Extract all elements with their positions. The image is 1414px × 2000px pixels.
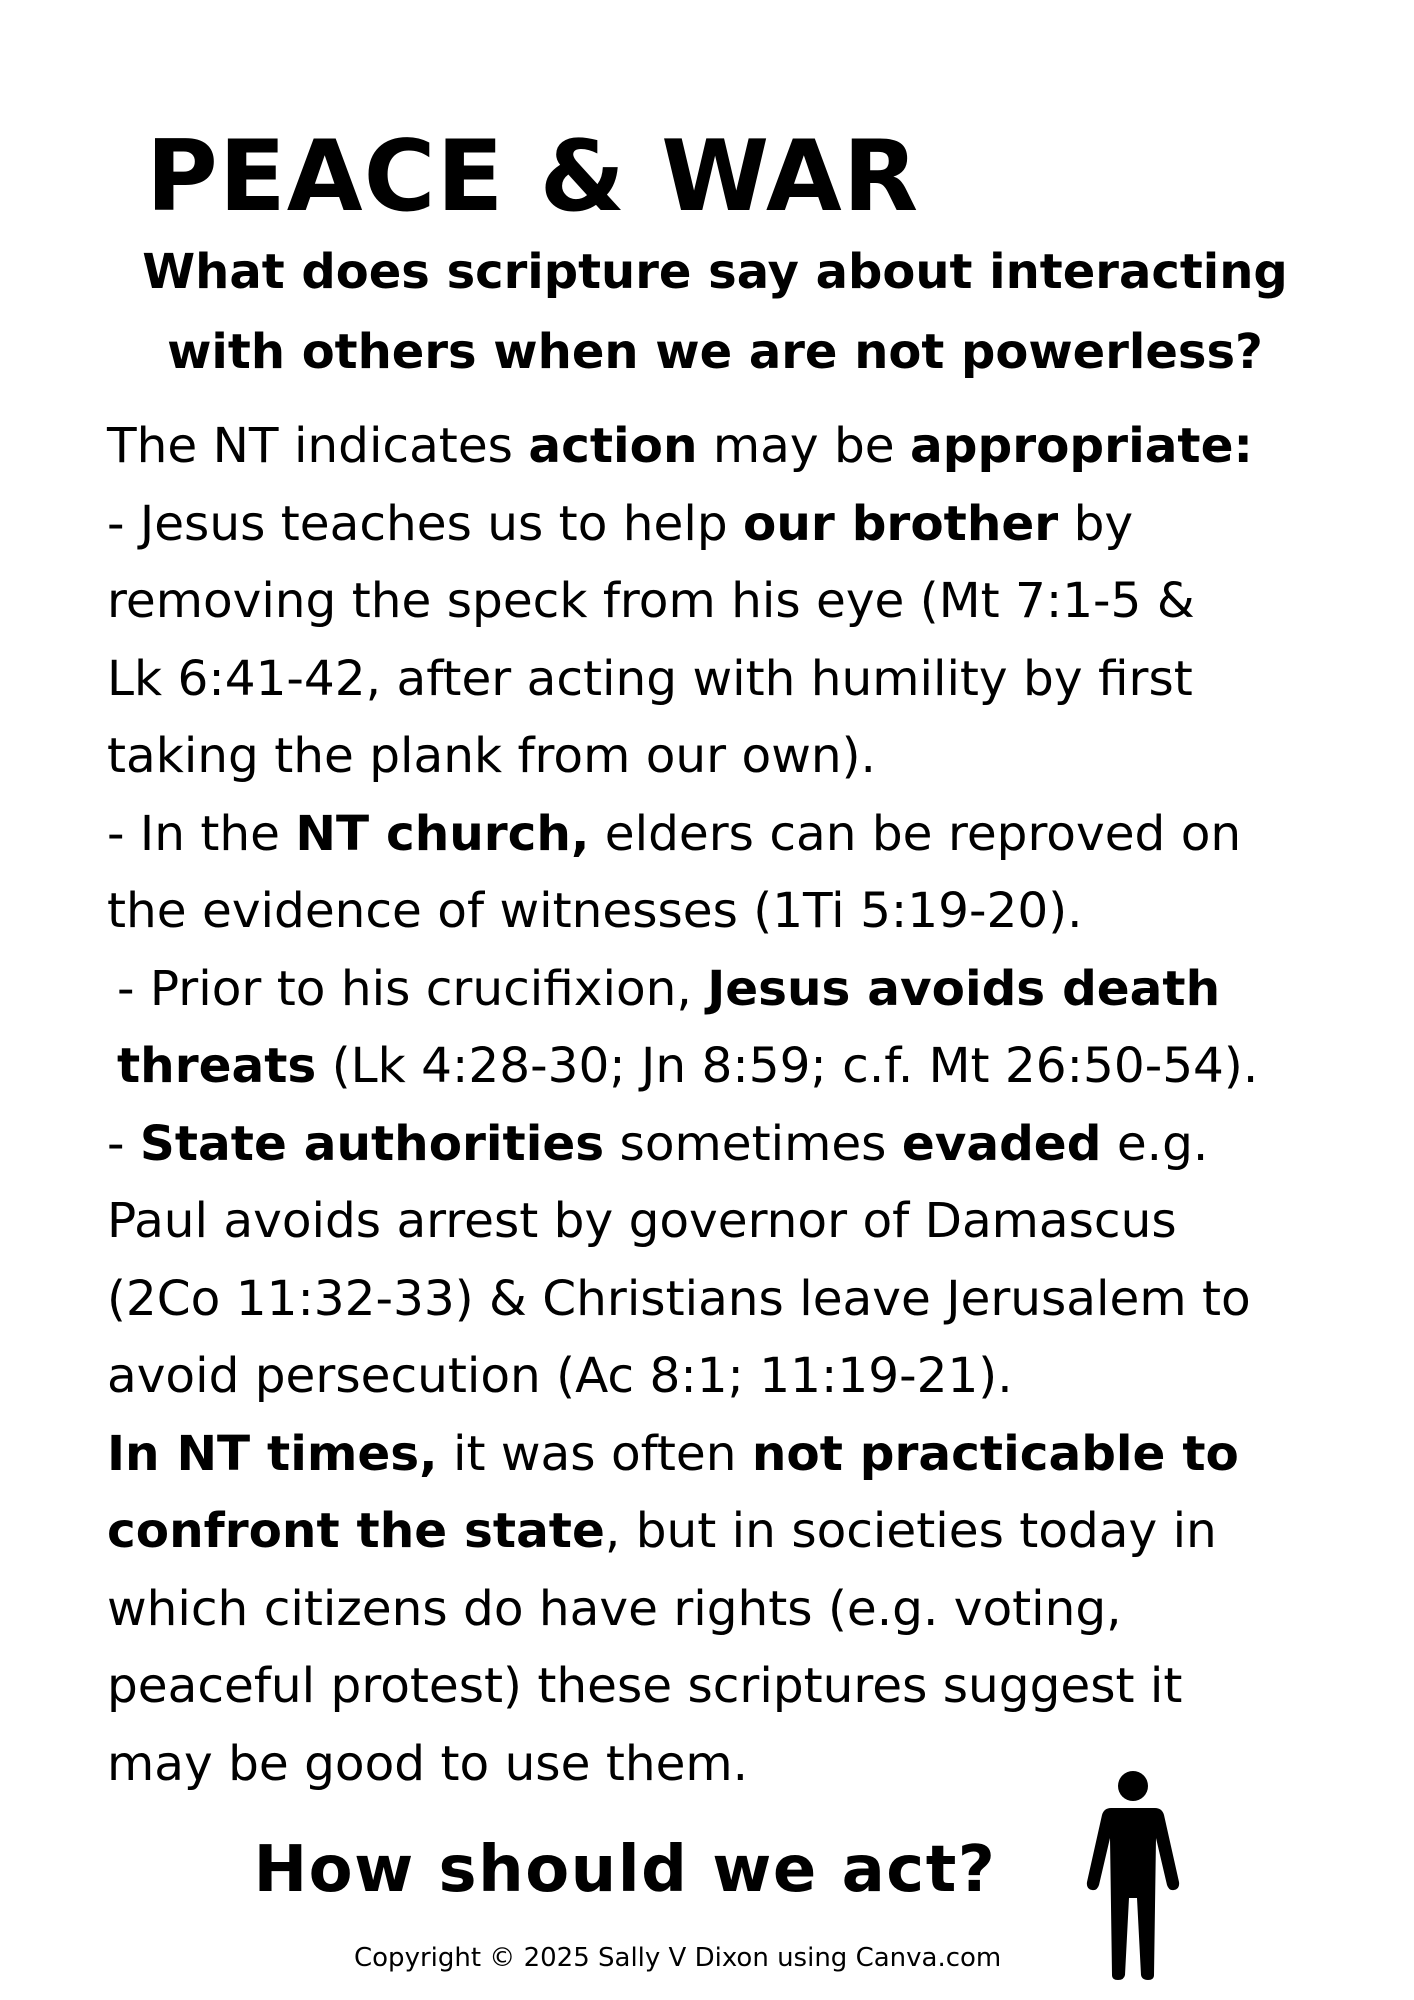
body-line-11: Paul avoids arrest by governor of Damascus — [107, 1193, 1177, 1249]
bold-run: not practicable to — [751, 1425, 1239, 1482]
copyright-notice: Copyright © 2025 Sally V Dixon using Canva.com — [354, 1943, 1002, 1973]
person-icon — [1085, 1770, 1181, 1980]
text-run: may be — [697, 418, 911, 474]
body-line-3: removing the speck from his eye (Mt 7:1-5 & — [107, 573, 1195, 629]
body-line-8 — [107, 951, 1357, 1029]
bold-run: confront the state — [107, 1503, 605, 1559]
bold-run: Jesus avoids death — [707, 960, 1221, 1017]
body-line-2 — [107, 486, 1357, 564]
text-run: - In the — [107, 805, 296, 862]
bold-run: In NT times, — [107, 1425, 438, 1482]
body-line-6 — [107, 796, 1357, 874]
body-line-18: may be good to use them. — [107, 1735, 749, 1792]
subtitle — [90, 232, 1340, 392]
subtitle-line-2: with others when we are not powerless? — [167, 324, 1263, 380]
text-run: , but in societies today in — [604, 1503, 1217, 1559]
text-run: The NT indicates — [107, 418, 529, 474]
body-line-7: the evidence of witnesses (1Ti 5:19-20). — [107, 883, 1083, 939]
body-line-14 — [107, 1416, 1357, 1494]
body-line-12: (2Co 11:32-33) & Christians leave Jerusalem to — [107, 1270, 1251, 1327]
body-line-5: taking the plank from our own). — [107, 728, 876, 784]
closing-question: How should we act? — [253, 1833, 997, 1907]
page-title: PEACE & WAR — [146, 120, 920, 234]
body-line-1 — [107, 408, 1357, 486]
bold-run: appropriate: — [910, 418, 1253, 474]
text-run: sometimes — [604, 1115, 902, 1172]
text-run: - Jesus teaches us to help — [107, 495, 744, 552]
bold-run: threats — [117, 1038, 317, 1094]
text-run: e.g. — [1101, 1115, 1209, 1172]
body-line-9 — [107, 1028, 1357, 1106]
body-text — [107, 408, 1357, 1803]
body-line-10 — [107, 1106, 1357, 1184]
bold-run: action — [528, 418, 698, 474]
text-run: - — [107, 1115, 140, 1172]
text-run: - Prior to his crucifixion, — [117, 960, 708, 1017]
bold-run: State authorities — [139, 1115, 605, 1172]
bold-run: evaded — [901, 1115, 1102, 1172]
body-line-13: avoid persecution (Ac 8:1; 11:19-21). — [107, 1348, 1013, 1404]
body-line-16: which citizens do have rights (e.g. voting, — [107, 1580, 1122, 1637]
text-run: it was often — [437, 1425, 752, 1482]
bold-run: our brother — [743, 495, 1059, 552]
text-run: by — [1058, 495, 1134, 552]
text-run: elders can be reproved on — [589, 805, 1242, 862]
body-line-15 — [107, 1493, 1357, 1571]
subtitle-line-1: What does scripture say about interacting — [142, 244, 1288, 300]
text-run: (Lk 4:28-30; Jn 8:59; c.f. Mt 26:50-54). — [316, 1038, 1259, 1094]
body-line-4: Lk 6:41-42, after acting with humility by first — [107, 650, 1193, 707]
bold-run: NT church, — [295, 805, 590, 862]
body-line-17: peaceful protest) these scriptures suggest it — [107, 1658, 1183, 1714]
